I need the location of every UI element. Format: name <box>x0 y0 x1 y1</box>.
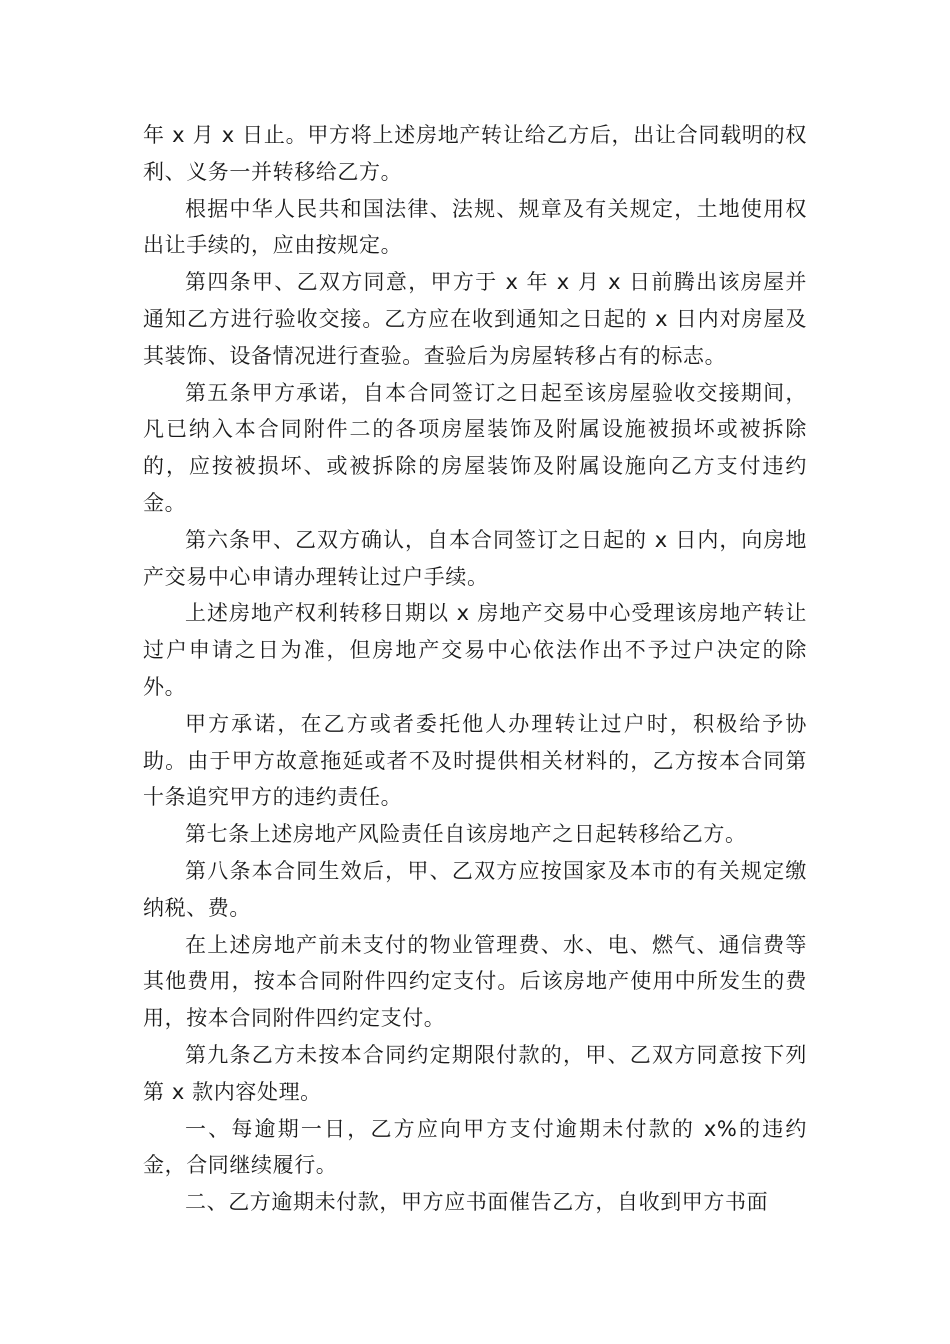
paragraph-4: 第五条甲方承诺，自本合同签订之日起至该房屋验收交接期间，凡已纳入本合同附件二的各项房屋装饰及附属设施被损坏或被拆除的，应按被损坏、或被拆除的房屋装饰及附属设施向乙方支付违约金。 <box>143 380 807 515</box>
document-body <box>143 117 807 1221</box>
paragraph-1: 年 x 月 x 日止。甲方将上述房地产转让给乙方后，出让合同载明的权利、义务一并转移给乙方。 <box>143 123 807 184</box>
paragraph-8: 第七条上述房地产风险责任自该房地产之日起转移给乙方。 <box>185 822 747 847</box>
paragraph-9: 第八条本合同生效后，甲、乙双方应按国家及本市的有关规定缴纳税、费。 <box>143 858 807 920</box>
paragraph-10: 在上述房地产前未支付的物业管理费、水、电、燃气、通信费等其他费用，按本合同附件四约定支付。后该房地产使用中所发生的费用，按本合同附件四约定支付。 <box>143 932 807 1031</box>
paragraph-5: 第六条甲、乙双方确认，自本合同签订之日起的 x 日内，向房地产交易中心申请办理转让过户手续。 <box>143 527 807 589</box>
paragraph-2: 根据中华人民共和国法律、法规、规章及有关规定，土地使用权出让手续的，应由按规定。 <box>143 196 807 258</box>
paragraph-3: 第四条甲、乙双方同意，甲方于 x 年 x 月 x 日前腾出该房屋并通知乙方进行验收交接。乙方应在收到通知之日起的 x 日内对房屋及其装饰、设备情况进行查验。查验后为房屋转移占有的标志。 <box>143 270 807 368</box>
paragraph-13: 二、乙方逾期未付款，甲方应书面催告乙方，自收到甲方书面 <box>185 1190 769 1215</box>
paragraph-11: 第九条乙方未按本合同约定期限付款的，甲、乙双方同意按下列第 x 款内容处理。 <box>143 1042 807 1104</box>
paragraph-7: 甲方承诺，在乙方或者委托他人办理转让过户时，积极给予协助。由于甲方故意拖延或者不及时提供相关材料的，乙方按本合同第十条追究甲方的违约责任。 <box>143 711 807 810</box>
paragraph-6: 上述房地产权利转移日期以 x 房地产交易中心受理该房地产转让过户申请之日为准，但房地产交易中心依法作出不予过户决定的除外。 <box>143 601 807 699</box>
paragraph-12: 一、每逾期一日，乙方应向甲方支付逾期未付款的 x%的违约金，合同继续履行。 <box>143 1116 807 1178</box>
